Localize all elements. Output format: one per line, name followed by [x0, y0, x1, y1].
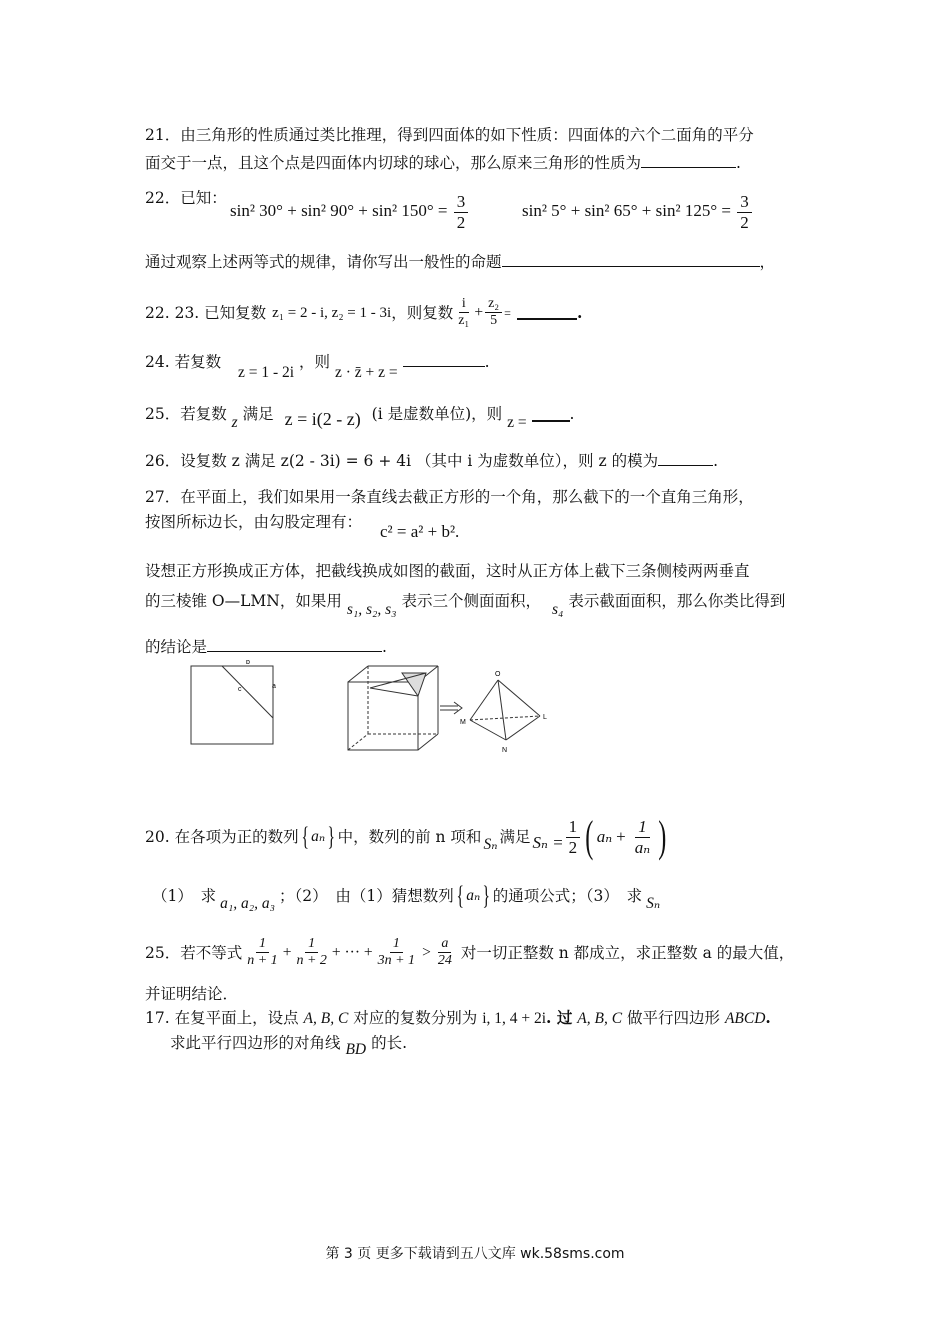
q25a-var: z [231, 414, 238, 431]
cut-line [222, 666, 273, 718]
frac-num: 1 [635, 817, 650, 838]
q17-pts2: A, B, C [577, 1010, 623, 1027]
q24: 24. 若复数 z = 1 - 2i ，则 z · z̄ + z = . [145, 353, 490, 381]
q20-p1: （1） 求 [152, 887, 217, 905]
frac-den: 5 [490, 313, 498, 329]
answer-blank [658, 451, 713, 466]
frac-den: 24 [437, 953, 452, 969]
frac-den: 2 [568, 837, 578, 857]
arrow-icon [440, 702, 462, 714]
frac-den: 3n + 1 [377, 953, 416, 969]
q17-line1d: 做平行四边形 [627, 1009, 721, 1027]
q20-label: 20. 在各项为正的数列 [145, 828, 299, 846]
q22-equation-2 [522, 192, 754, 232]
answer-blank [532, 408, 570, 422]
q24-mid: ，则 [299, 353, 331, 371]
q17-bd: BD [345, 1041, 367, 1058]
label-M: M [460, 719, 466, 726]
label-a: a [272, 683, 276, 690]
q25a-note: (i 是虚数单位)，则 [371, 405, 503, 423]
q27-line3: 设想正方形换成正方体，把截线换成如图的截面，这时从正方体上截下三条侧棱两两垂直 [145, 562, 750, 580]
q27-line4b: 表示三个侧面面积， [401, 592, 542, 610]
frac-num: 1 [256, 936, 269, 953]
q27-s123: s₁, s₂, s₃ [346, 601, 397, 618]
q20-Sn: Sₙ [483, 836, 498, 853]
q25b-label: 25．若不等式 [145, 943, 243, 962]
q23: 22. 23. 已知复数 z₁ = 2 - i, z₂ = 1 - 3i ，则复数 $\frac{i}{\text{z₁}}$ + $\frac{\text{z₂}}{5}$ = . [145, 296, 583, 329]
q22-line2-text: 通过观察上述两等式的规律，请你写出一般性的命题 [145, 253, 502, 271]
q26-text: 26．设复数 z 满足 z(2 - 3i) = 6 + 4i （其中 i 为虚数单位），则 z 的模为 [145, 452, 659, 470]
q23-label: 22. 23. 已知复数 [145, 303, 267, 322]
cube [348, 666, 438, 750]
frac-den: z₁ [458, 313, 470, 329]
q20-parts: （1） 求 a₁, a₂, a₃ ；（2） 由（1）猜想数列 { aₙ } 的通项公式；（3） 求 Sₙ [152, 881, 661, 912]
frac-num: 3 [454, 192, 469, 213]
label-N: N [502, 747, 508, 754]
q25b-rest: 对一切正整数 n 都成立，求正整数 a 的最大值， [460, 943, 795, 962]
q25a: 25．若复数 z 满足 z = i(2 - z) (i 是虚数单位)，则 z = . [145, 405, 575, 431]
frac-num: 3 [737, 192, 752, 213]
q20-mid1: 中，数列的前 n 项和 [337, 828, 482, 846]
q21-line2: 面交于一点，且这个点是四面体内切球的球心，那么原来三角形的性质为 . [145, 154, 741, 172]
q25a-mid: 满足 [242, 405, 274, 423]
q25a-eq: z = i(2 - z) [284, 409, 361, 429]
q17-abcd: ABCD [724, 1010, 766, 1027]
q17-line1b: 对应的复数分别为 [353, 1009, 478, 1027]
q20-p1-vals: a₁, a₂, a₃ [220, 895, 276, 912]
q20-p3: Sₙ [646, 895, 661, 912]
q27-line5-text: 的结论是 [145, 638, 208, 656]
frac-den: 2 [740, 212, 749, 232]
answer-blank [641, 153, 736, 168]
page-footer: 第 3 页 更多下载请到五八文库 wk.58sms.com [325, 1246, 625, 1262]
answer-blank [403, 352, 485, 367]
tetrahedron [470, 680, 540, 740]
q25b-line2: 并证明结论． [145, 985, 239, 1003]
frac-num: z₂ [485, 296, 502, 313]
frac-den: aₙ [634, 837, 651, 857]
q22-line2: 通过观察上述两等式的规律，请你写出一般性的命题 ， [145, 253, 776, 271]
q25a-ask: z = [507, 414, 527, 431]
q17-vals: i, 1, 4 + 2i [482, 1010, 547, 1027]
q17-line1c: . 过 [546, 1008, 573, 1027]
q17-line1: 17. 在复平面上，设点 A, B, C 对应的复数分别为 i, 1, 4 + 2i. 过 A, B, C 做平行四边形 ABCD. [145, 1008, 771, 1027]
q27-line2: 按图所标边长，由勾股定理有： [145, 513, 363, 531]
geometry-figure [180, 660, 580, 760]
q22-eq1-left: sin² 30° + sin² 90° + sin² 150° = [230, 200, 448, 220]
q27-line4 [145, 591, 786, 618]
q17-line2a: 求此平行四边形的对角线 [170, 1034, 341, 1052]
q25a-label: 25．若复数 [145, 405, 227, 423]
q17-pts: A, B, C [303, 1010, 349, 1027]
q27-formula: c² = a² + b². [380, 522, 460, 541]
q26: 26．设复数 z 满足 z(2 - 3i) = 6 + 4i （其中 i 为虚数单位），则 z 的模为 . [145, 452, 719, 470]
q20-p2-seq: aₙ [466, 887, 481, 904]
q25b-dots: + ··· + [331, 943, 373, 961]
frac-den: n + 1 [247, 953, 278, 969]
q23-mid: ，则复数 [391, 303, 454, 322]
q27-line1: 27．在平面上，我们如果用一条直线去截正方形的一个角，那么截下的一个直角三角形， [145, 488, 754, 506]
answer-blank [207, 637, 382, 652]
q22-equation-1 [230, 192, 470, 232]
q23-given: z₁ = 2 - i, z₂ = 1 - 3i [272, 304, 392, 321]
frac-num: i [459, 296, 469, 313]
label-c: c [238, 686, 242, 693]
q27-line4c: 表示截面面积，那么你类比得到 [568, 592, 786, 610]
q20-seq: aₙ [311, 828, 326, 845]
q17-line2 [170, 1033, 407, 1058]
answer-blank [502, 252, 760, 267]
label-L: L [543, 714, 547, 721]
q20-p2b: 的通项公式；（3） 求 [492, 887, 643, 905]
q21-line1: 21．由三角形的性质通过类比推理，得到四面体的如下性质：四面体的六个二面角的平分 [145, 126, 754, 144]
q17-line2b: 的长. [371, 1034, 407, 1052]
answer-blank [517, 306, 577, 320]
label-O: O [495, 671, 501, 678]
frac-num: 1 [566, 817, 581, 838]
q24-label: 24. 若复数 [145, 353, 222, 371]
q17-line1a: 17. 在复平面上，设点 [145, 1009, 299, 1027]
q20: 20. 在各项为正的数列 { aₙ } 中，数列的前 n 项和 Sₙ 满足 Sₙ = $\frac{1}{2}$ ( aₙ + $\frac{1}{\text{aₙ}}$ ) [145, 812, 667, 861]
q22-label: 22．已知： [145, 189, 227, 207]
q20-mid2: 满足 [499, 828, 531, 846]
q25b: 25．若不等式 $\frac{1}{n + 1}$ + $\frac{1}{n + 2}$ + ··· + $\frac{1}{3n + 1}$ > $\frac{a}{24}$ 对一切正整数 n 都成立，求正整数 a 的最大值， [145, 936, 795, 969]
q27-s4: s₄ [551, 601, 564, 618]
q27-line5: 的结论是 . [145, 638, 387, 656]
label-b: b [246, 660, 250, 666]
frac-num: 1 [390, 936, 403, 953]
q24-expr: z · z̄ + z = [335, 364, 398, 381]
q27-line4a: 的三棱锥 O—LMN，如果用 [145, 592, 342, 610]
q20-lhs: Sₙ = [532, 833, 564, 852]
frac-num: a [438, 936, 451, 953]
q20-an: aₙ [596, 827, 613, 846]
q21-line2-text: 面交于一点，且这个点是四面体内切球的球心，那么原来三角形的性质为 [145, 154, 642, 172]
q24-given: z = 1 - 2i [238, 364, 295, 381]
q25b-gt: > [422, 943, 431, 961]
frac-den: n + 2 [296, 953, 327, 969]
q20-p2: ；（2） 由（1）猜想数列 [279, 887, 454, 905]
q22-eq2-left: sin² 5° + sin² 65° + sin² 125° = [522, 200, 731, 220]
frac-den: 2 [456, 212, 466, 232]
frac-num: 1 [305, 936, 318, 953]
